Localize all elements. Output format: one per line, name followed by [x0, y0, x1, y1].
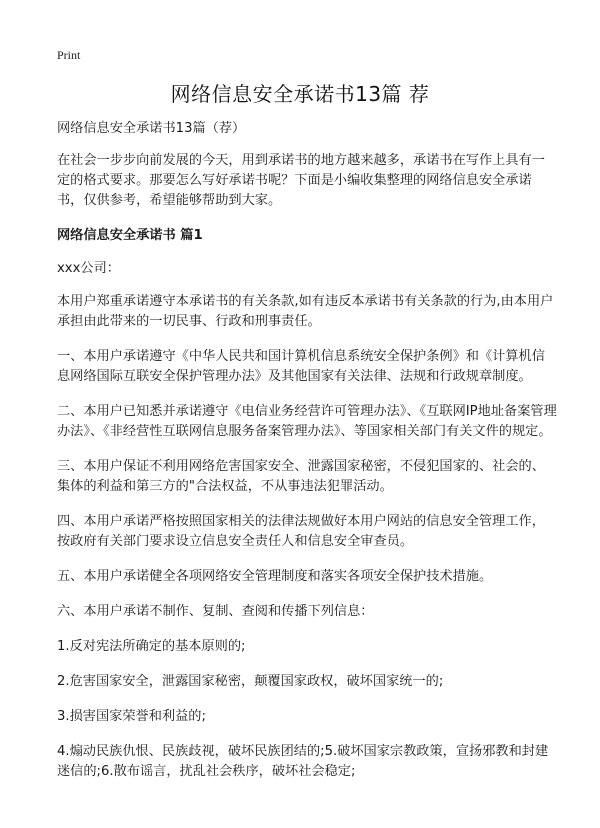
list-item: 1.反对宪法所确定的基本原则的;	[57, 639, 246, 654]
paragraph: 一、本用户承诺遵守《中华人民共和国计算机信息系统安全保护条例》和《计算机信息网络国际互联安全保护管理办法》及其他国家有关法律、法规和行政规章制度。	[57, 349, 545, 384]
document-subtitle: 网络信息安全承诺书13篇（荐）	[57, 121, 246, 136]
list-item: 4.煽动民族仇恨、民族歧视，破坏民族团结的;5.破坏国家宗教政策，宣扬邪教和封建迷信的;6.散布谣言，扰乱社会秩序，破坏社会稳定;	[57, 744, 549, 779]
salutation: xxx公司：	[57, 261, 120, 276]
list-item: 2.危害国家安全，泄露国家秘密，颠覆国家政权，破坏国家统一的;	[57, 674, 444, 689]
page-title: 网络信息安全承诺书13篇 荐	[170, 82, 430, 106]
paragraph: 本用户郑重承诺遵守本承诺书的有关条款,如有违反本承诺书有关条款的行为,由本用户承担由此带来的一切民事、行政和刑事责任。	[57, 294, 554, 329]
paragraph: 二、本用户已知悉并承诺遵守《电信业务经营许可管理办法》、《互联网IP地址备案管理办法》、《非经营性互联网信息服务备案管理办法》、等国家相关部门有关文件的规定。	[57, 404, 557, 439]
intro-paragraph: 在社会一步步向前发展的今天，用到承诺书的地方越来越多，承诺书在写作上具有一定的格式要求。那要怎么写好承诺书呢？下面是小编收集整理的网络信息安全承诺书，仅供参考，希望能够帮助到大家。	[57, 153, 545, 208]
paragraph: 三、本用户保证不利用网络危害国家安全、泄露国家秘密，不侵犯国家的、社会的、集体的利益和第三方的"合法权益，不从事违法犯罪活动。	[57, 459, 545, 494]
list-item: 3.损害国家荣誉和利益的;	[57, 709, 206, 724]
section-heading: 网络信息安全承诺书 篇1	[57, 228, 203, 243]
paragraph: 五、本用户承诺健全各项网络安全管理制度和落实各项安全保护技术措施。	[57, 569, 493, 584]
paragraph: 六、本用户承诺不制作、复制、查阅和传播下列信息：	[57, 604, 374, 619]
print-label: Print	[57, 48, 81, 62]
paragraph: 四、本用户承诺严格按照国家相关的法律法规做好本用户网站的信息安全管理工作，按政府有关部门要求设立信息安全责任人和信息安全审查员。	[57, 514, 545, 549]
document-body	[57, 119, 557, 797]
